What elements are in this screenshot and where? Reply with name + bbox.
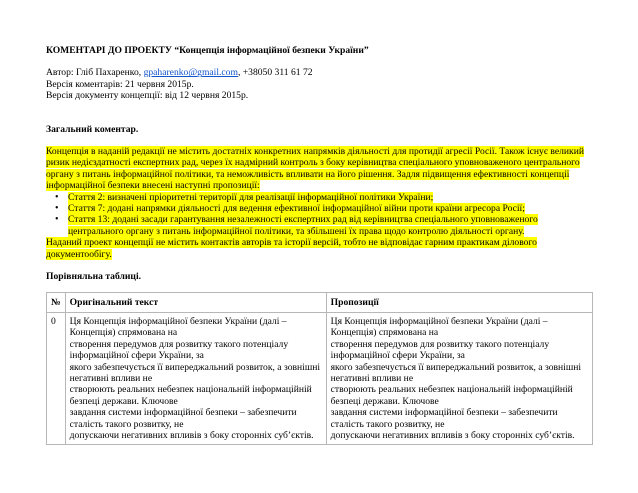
cell-line: допускаючи негативних впливів з боку сторонніх суб’єктів.	[69, 429, 314, 441]
cell-line: завдання системи інформаційної безпеки – забезпечити	[330, 407, 558, 419]
document-version: Версія документу концепції: від 12 червня 2015р.	[46, 90, 249, 102]
closing-paragraph	[46, 237, 593, 260]
general-comment-line: Концепція в наданій редакції не містить достатніх конкретних напрямків діяльності для протидії агресії Росії. Також існує великий	[46, 146, 584, 158]
document-page	[46, 45, 593, 445]
cell-line: сталість такого розвитку, не	[69, 418, 184, 430]
general-comment-heading: Загальний коментар.	[46, 123, 139, 135]
list-item	[68, 192, 593, 203]
table-header-row	[47, 292, 593, 312]
cell-line: якого забезпечується її випереджальний розвиток, а зовнішні	[69, 361, 321, 373]
cell-line: допускаючи негативних впливів з боку сторонніх суб’єктів.	[330, 429, 575, 441]
comparison-table	[46, 292, 593, 446]
header-original: Оригінальний текст	[65, 292, 326, 312]
header-number: №	[47, 292, 66, 312]
cell-line: створюють реальних небезпек національній інформаційній	[69, 384, 312, 396]
row-number: 0	[47, 312, 66, 444]
cell-line: Концепція) спрямована на	[330, 327, 439, 339]
comparison-table-heading: Порівняльна таблиці.	[46, 271, 142, 283]
closing-line: документообігу.	[46, 248, 112, 260]
bullet-text: центрального органу з питань інформаційної політики, та збільшені їх права щодо контролю діяльності органу.	[68, 225, 525, 237]
cell-line: створюють реальних небезпек національній інформаційній	[330, 384, 573, 396]
cell-line: безпеці держави. Ключове	[330, 395, 439, 407]
cell-line: завдання системи інформаційної безпеки – забезпечити	[69, 407, 297, 419]
cell-line: безпеці держави. Ключове	[69, 395, 178, 407]
cell-line: якого забезпечується її випереджальний розвиток, а зовнішні	[330, 361, 582, 373]
author-email-link[interactable]: gpaharenko@gmail.com	[143, 67, 238, 79]
cell-line: створення передумов для розвитку такого потенціалу	[69, 338, 289, 350]
bullet-text: Стаття 13: додані засади гарантування незалежності експертних рад від керівництва спеціального уповноваженого	[68, 214, 538, 226]
list-item	[68, 203, 593, 214]
table-row	[47, 312, 593, 444]
general-comment-line: ризик недієздатності експертних рад, через їх надмірний контроль з боку керівництва спеціального уповноваженого центрального	[46, 157, 580, 169]
cell-line: інформаційної сфери України, за	[330, 350, 465, 362]
document-title: КОМЕНТАРІ ДО ПРОЕКТУ “Концепція інформаційної безпеки України”	[46, 45, 369, 56]
bullet-text: Стаття 2: визначені пріоритетні території для реалізації інформаційної політики України;	[68, 191, 434, 203]
proposals-list	[46, 192, 593, 238]
general-comment-line: інформаційної безпеки внесені наступні пропозиції:	[46, 180, 260, 192]
bullet-text: Стаття 7: додані напрямки діяльності для ведення ефективної інформаційної війни проти країни агресора Росії;	[68, 203, 525, 215]
author-prefix: Автор: Гліб Пахаренко,	[46, 67, 144, 79]
cell-line: негативні впливи не	[69, 372, 153, 384]
closing-line: Наданий проект концепції не містить контактів авторів та історії версій, тобто не відповідає гарним практикам ділового	[46, 237, 537, 249]
original-text-cell	[65, 312, 326, 444]
cell-line: інформаційної сфери України, за	[69, 350, 204, 362]
author-line	[46, 67, 593, 78]
list-item	[68, 214, 593, 237]
cell-line: Ця Концепція інформаційної безпеки України (далі –	[69, 315, 287, 327]
cell-line: створення передумов для розвитку такого потенціалу	[330, 338, 550, 350]
comments-version: Версія коментарів: 21 червня 2015р.	[46, 78, 194, 90]
author-phone: , +38050 311 61 72	[237, 67, 313, 79]
general-comment-paragraph	[46, 146, 593, 192]
general-comment-line: органу з питань інформаційної політики, та неможливість впливати на його рішення. Задля підвищення ефективності концепції	[46, 168, 570, 180]
header-proposals: Пропозиції	[326, 292, 592, 312]
cell-line: Концепція) спрямована на	[69, 327, 178, 339]
cell-line: сталість такого розвитку, не	[330, 418, 445, 430]
cell-line: Ця Концепція інформаційної безпеки України (далі –	[330, 315, 548, 327]
proposal-text-cell	[326, 312, 592, 444]
cell-line: негативні впливи не	[330, 372, 414, 384]
